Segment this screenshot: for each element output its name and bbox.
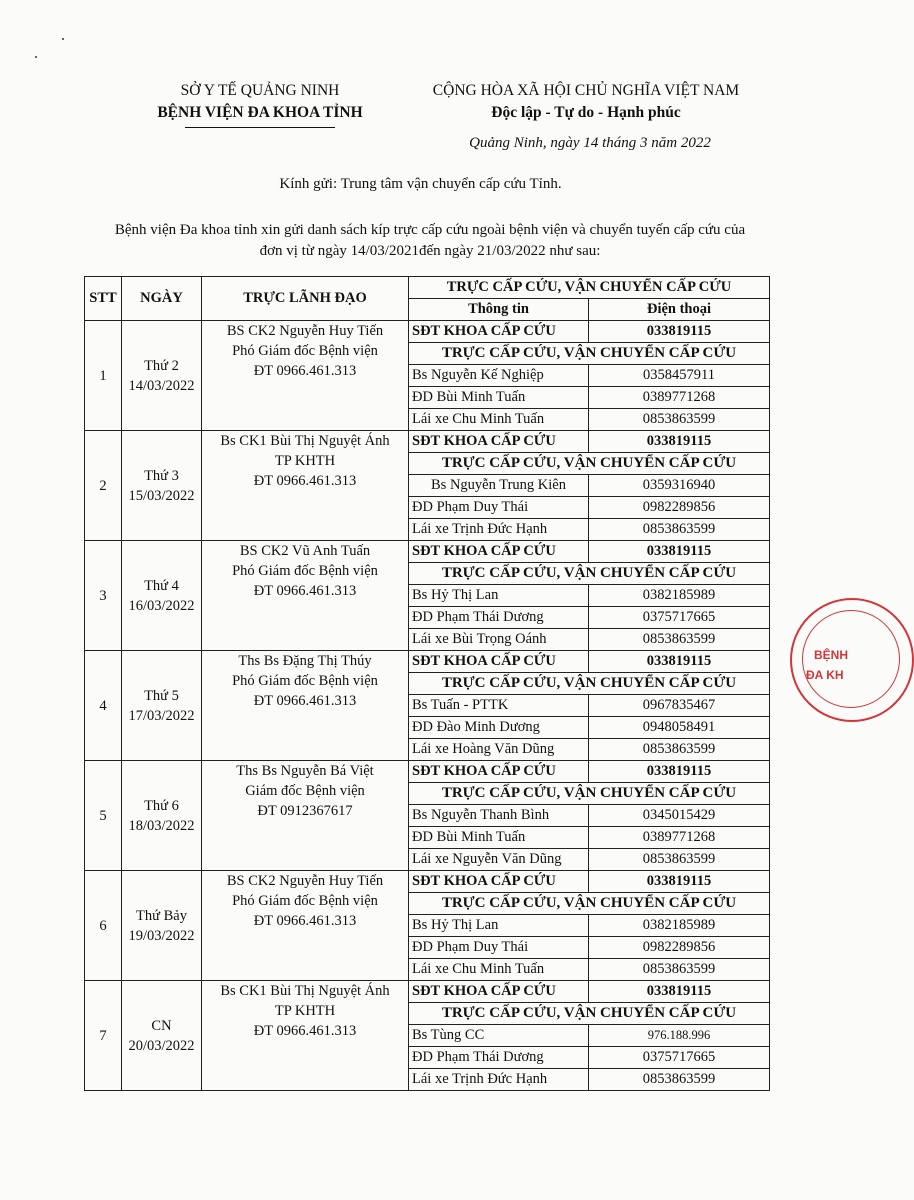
hospital-name: BỆNH VIỆN ĐA KHOA TỈNH bbox=[157, 104, 363, 121]
staff-phone: 0982289856 bbox=[589, 497, 770, 519]
document-date: Quảng Ninh, ngày 14 tháng 3 năm 2022 bbox=[469, 135, 711, 151]
header-day: NGÀY bbox=[122, 277, 202, 321]
agency-name: SỞ Y TẾ QUẢNG NINH bbox=[180, 82, 340, 99]
row-weekday: Thứ 2 bbox=[144, 357, 179, 374]
leader-line: Giám đốc Bệnh viện bbox=[245, 783, 365, 799]
staff-name: ĐD Phạm Duy Thái bbox=[409, 937, 589, 959]
staff-phone: 0853863599 bbox=[589, 849, 770, 871]
row-date: 20/03/2022 bbox=[128, 1037, 195, 1054]
leader-line: ĐT 0966.461.313 bbox=[253, 473, 357, 489]
duty-subheading: TRỰC CẤP CỨU, VẬN CHUYỂN CẤP CỨU bbox=[409, 783, 770, 805]
row-stt: 6 bbox=[85, 871, 122, 981]
duty-subheading: TRỰC CẤP CỨU, VẬN CHUYỂN CẤP CỨU bbox=[409, 893, 770, 915]
intro-paragraph bbox=[80, 220, 780, 262]
leader-line: ĐT 0966.461.313 bbox=[253, 1023, 357, 1039]
row-leader bbox=[202, 981, 409, 1091]
leader-line: Bs CK1 Bùi Thị Nguyệt Ánh bbox=[220, 983, 390, 999]
intro-line-2: đơn vị từ ngày 14/03/2021đến ngày 21/03/2022 như sau: bbox=[259, 243, 601, 259]
row-stt: 5 bbox=[85, 761, 122, 871]
staff-name: Bs Tuấn - PTTK bbox=[409, 695, 589, 717]
leader-line: Ths Bs Đặng Thị Thúy bbox=[238, 653, 372, 669]
hotline-number: 033819115 bbox=[589, 981, 770, 1003]
leader-line: ĐT 0912367617 bbox=[257, 803, 353, 819]
hotline-label: SĐT KHOA CẤP CỨU bbox=[409, 541, 589, 563]
row-leader bbox=[202, 321, 409, 431]
duty-subheading: TRỰC CẤP CỨU, VẬN CHUYỂN CẤP CỨU bbox=[409, 1003, 770, 1025]
staff-phone: 0382185989 bbox=[589, 915, 770, 937]
staff-name: Lái xe Trịnh Đức Hạnh bbox=[409, 519, 589, 541]
staff-phone: 0948058491 bbox=[589, 717, 770, 739]
row-stt: 4 bbox=[85, 651, 122, 761]
leader-line: ĐT 0966.461.313 bbox=[253, 913, 357, 929]
row-weekday: CN bbox=[151, 1017, 172, 1034]
staff-name: ĐD Đào Minh Dương bbox=[409, 717, 589, 739]
leader-line: Phó Giám đốc Bệnh viện bbox=[232, 673, 378, 689]
row-stt: 2 bbox=[85, 431, 122, 541]
duty-subheading: TRỰC CẤP CỨU, VẬN CHUYỂN CẤP CỨU bbox=[409, 453, 770, 475]
table-row bbox=[85, 871, 770, 893]
staff-phone: 0389771268 bbox=[589, 387, 770, 409]
row-leader bbox=[202, 651, 409, 761]
staff-name: Lái xe Trịnh Đức Hạnh bbox=[409, 1069, 589, 1091]
staff-name: Lái xe Chu Minh Tuấn bbox=[409, 409, 589, 431]
nation-title: CỘNG HÒA XÃ HỘI CHỦ NGHĨA VIỆT NAM bbox=[432, 82, 740, 99]
staff-phone: 0375717665 bbox=[589, 1047, 770, 1069]
hotline-number: 033819115 bbox=[589, 651, 770, 673]
staff-name: ĐD Bùi Minh Tuấn bbox=[409, 827, 589, 849]
hotline-label: SĐT KHOA CẤP CỨU bbox=[409, 431, 589, 453]
row-date: 15/03/2022 bbox=[128, 487, 195, 504]
table-row bbox=[85, 431, 770, 453]
row-date: 19/03/2022 bbox=[128, 927, 195, 944]
row-leader bbox=[202, 761, 409, 871]
staff-phone: 0967835467 bbox=[589, 695, 770, 717]
hotline-label: SĐT KHOA CẤP CỨU bbox=[409, 321, 589, 343]
stamp-text-1: BỆNH bbox=[814, 648, 849, 662]
hotline-number: 033819115 bbox=[589, 541, 770, 563]
staff-phone: 0853863599 bbox=[589, 1069, 770, 1091]
staff-name: Bs Hỷ Thị Lan bbox=[409, 915, 589, 937]
row-weekday: Thứ 3 bbox=[144, 467, 179, 484]
staff-name: ĐD Phạm Thái Dương bbox=[409, 1047, 589, 1069]
hotline-label: SĐT KHOA CẤP CỨU bbox=[409, 981, 589, 1003]
staff-phone: 0853863599 bbox=[589, 519, 770, 541]
staff-name: Lái xe Nguyễn Văn Dũng bbox=[409, 849, 589, 871]
table-row bbox=[85, 321, 770, 343]
red-stamp bbox=[790, 598, 914, 722]
scan-speck bbox=[35, 56, 37, 58]
leader-line: TP KHTH bbox=[274, 1003, 336, 1019]
staff-phone: 0359316940 bbox=[589, 475, 770, 497]
header-left bbox=[110, 80, 410, 128]
row-day bbox=[122, 321, 202, 431]
hotline-label: SĐT KHOA CẤP CỨU bbox=[409, 871, 589, 893]
row-day bbox=[122, 871, 202, 981]
header-leader: TRỰC LÃNH ĐẠO bbox=[202, 277, 409, 321]
duty-subheading: TRỰC CẤP CỨU, VẬN CHUYỂN CẤP CỨU bbox=[409, 563, 770, 585]
leader-line: BS CK2 Nguyễn Huy Tiến bbox=[226, 323, 384, 339]
staff-name: Bs Nguyễn Kế Nghiệp bbox=[409, 365, 589, 387]
roster-body bbox=[85, 321, 770, 1091]
leader-line: Phó Giám đốc Bệnh viện bbox=[232, 893, 378, 909]
staff-phone: 0382185989 bbox=[589, 585, 770, 607]
row-date: 18/03/2022 bbox=[128, 817, 195, 834]
staff-name: ĐD Phạm Duy Thái bbox=[409, 497, 589, 519]
staff-name: Bs Tùng CC bbox=[409, 1025, 589, 1047]
staff-phone: 0345015429 bbox=[589, 805, 770, 827]
staff-name: Bs Hỷ Thị Lan bbox=[409, 585, 589, 607]
header-duty: TRỰC CẤP CỨU, VẬN CHUYỂN CẤP CỨU bbox=[409, 277, 770, 299]
leader-line: BS CK2 Vũ Anh Tuấn bbox=[239, 543, 371, 559]
staff-phone: 0389771268 bbox=[589, 827, 770, 849]
row-date: 17/03/2022 bbox=[128, 707, 195, 724]
staff-phone: 0853863599 bbox=[589, 959, 770, 981]
staff-phone: 0853863599 bbox=[589, 739, 770, 761]
staff-phone: 0853863599 bbox=[589, 409, 770, 431]
row-day bbox=[122, 651, 202, 761]
leader-line: Ths Bs Nguyễn Bá Việt bbox=[236, 763, 374, 779]
duty-roster-table bbox=[84, 276, 770, 1091]
row-day bbox=[122, 981, 202, 1091]
hotline-label: SĐT KHOA CẤP CỨU bbox=[409, 761, 589, 783]
header-right bbox=[412, 80, 760, 124]
row-leader bbox=[202, 431, 409, 541]
scan-speck bbox=[62, 38, 64, 40]
staff-phone: 0982289856 bbox=[589, 937, 770, 959]
hotline-label: SĐT KHOA CẤP CỨU bbox=[409, 651, 589, 673]
row-stt: 3 bbox=[85, 541, 122, 651]
header-stt: STT bbox=[85, 277, 122, 321]
leader-line: ĐT 0966.461.313 bbox=[253, 583, 357, 599]
header-info: Thông tin bbox=[409, 299, 589, 321]
row-day bbox=[122, 541, 202, 651]
row-weekday: Thứ 5 bbox=[144, 687, 179, 704]
duty-subheading: TRỰC CẤP CỨU, VẬN CHUYỂN CẤP CỨU bbox=[409, 343, 770, 365]
row-stt: 7 bbox=[85, 981, 122, 1091]
leader-line: Bs CK1 Bùi Thị Nguyệt Ánh bbox=[220, 433, 390, 449]
staff-name: Bs Nguyễn Thanh Bình bbox=[409, 805, 589, 827]
recipient-line: Kính gửi: Trung tâm vận chuyển cấp cứu Tỉnh. bbox=[279, 176, 562, 192]
stamp-text-2: ĐA KH bbox=[806, 668, 844, 682]
staff-name: ĐD Bùi Minh Tuấn bbox=[409, 387, 589, 409]
staff-phone: 0358457911 bbox=[589, 365, 770, 387]
staff-name: Lái xe Chu Minh Tuấn bbox=[409, 959, 589, 981]
row-leader bbox=[202, 541, 409, 651]
leader-line: Phó Giám đốc Bệnh viện bbox=[232, 563, 378, 579]
header-underline bbox=[185, 127, 335, 128]
table-row bbox=[85, 541, 770, 563]
nation-motto: Độc lập - Tự do - Hạnh phúc bbox=[491, 104, 681, 121]
staff-name: Bs Nguyễn Trung Kiên bbox=[409, 475, 589, 497]
staff-phone: 976.188.996 bbox=[589, 1025, 770, 1047]
staff-name: Lái xe Bùi Trọng Oánh bbox=[409, 629, 589, 651]
row-weekday: Thứ 6 bbox=[144, 797, 179, 814]
staff-name: ĐD Phạm Thái Dương bbox=[409, 607, 589, 629]
hotline-number: 033819115 bbox=[589, 761, 770, 783]
intro-line-1: Bệnh viện Đa khoa tỉnh xin gửi danh sách kíp trực cấp cứu ngoài bệnh viện và chuyển tuyến cấp cứu của bbox=[114, 222, 746, 238]
leader-line: TP KHTH bbox=[274, 453, 336, 469]
leader-line: Phó Giám đốc Bệnh viện bbox=[232, 343, 378, 359]
staff-phone: 0853863599 bbox=[589, 629, 770, 651]
row-leader bbox=[202, 871, 409, 981]
table-row bbox=[85, 981, 770, 1003]
hotline-number: 033819115 bbox=[589, 431, 770, 453]
hotline-number: 033819115 bbox=[589, 871, 770, 893]
table-row bbox=[85, 651, 770, 673]
table-row bbox=[85, 761, 770, 783]
row-stt: 1 bbox=[85, 321, 122, 431]
row-date: 16/03/2022 bbox=[128, 597, 195, 614]
hotline-number: 033819115 bbox=[589, 321, 770, 343]
row-day bbox=[122, 761, 202, 871]
header-phone: Điện thoại bbox=[589, 299, 770, 321]
staff-name: Lái xe Hoàng Văn Dũng bbox=[409, 739, 589, 761]
leader-line: BS CK2 Nguyễn Huy Tiến bbox=[226, 873, 384, 889]
duty-subheading: TRỰC CẤP CỨU, VẬN CHUYỂN CẤP CỨU bbox=[409, 673, 770, 695]
row-weekday: Thứ 4 bbox=[144, 577, 179, 594]
row-date: 14/03/2022 bbox=[128, 377, 195, 394]
leader-line: ĐT 0966.461.313 bbox=[253, 693, 357, 709]
row-day bbox=[122, 431, 202, 541]
row-weekday: Thứ Bảy bbox=[136, 907, 187, 924]
staff-phone: 0375717665 bbox=[589, 607, 770, 629]
leader-line: ĐT 0966.461.313 bbox=[253, 363, 357, 379]
